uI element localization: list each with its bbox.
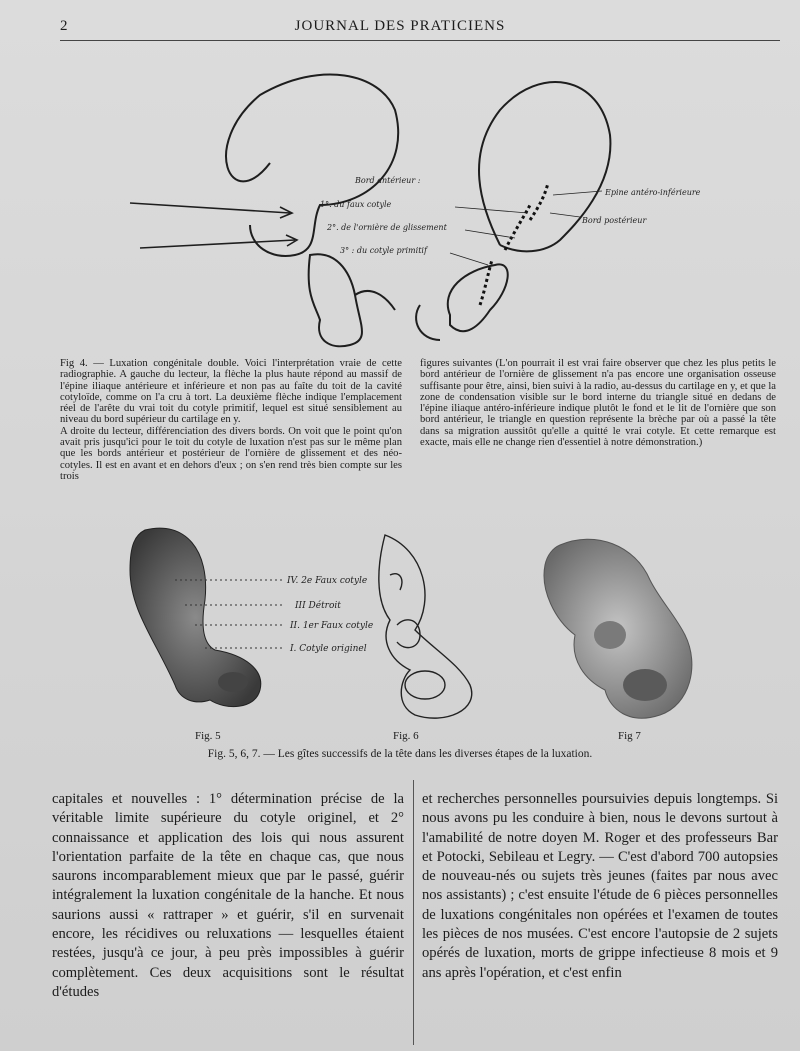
- figure-4-caption-right: [420, 358, 776, 448]
- figure-4-drawing: [120, 55, 700, 355]
- fig-6-foramen: [405, 671, 445, 699]
- figures-5-6-7-drawing: [115, 520, 775, 725]
- page-number: 2: [60, 18, 68, 34]
- caption-para-1: Fig 4. — Luxation congénitale double. Voici l'interprétation vraie de cette radiographie. A gauche du lecteur, la flèche la plus haute répond au massif de l'épine iliaque antérieure et inférieure et non pas au faîte du toit de la cavité cotyloïde, comme on l'a cru à tort. La deuxième flèche indique l'emplacement réel de l'arête du vrai toit du cotyle primitif, lequel est situé sensiblement au niveau du bord supérieur du cartilage en y.: [60, 358, 402, 426]
- arrow-upper: [130, 203, 290, 213]
- callout-bord-anterieur: Bord antérieur :: [355, 176, 421, 185]
- right-pubis-outline: [416, 305, 440, 340]
- body-column-left: capitales et nouvelles : 1° détermination précise de la véritable limite supérieure du cotyle originel, et 2° connaissance et application des lois qui nous assurent l'orientation parfaite de la tête en chaque cas, que nous saurons incomparablement mieux que par le passé, guérir intégralement la luxation congénitale de la hanche. Et nous saurions aussi « rattraper » et guérir, s'il en survenait encore, les récidives ou reluxations — lesquelles étaient restées, jusqu'à ce jour, à peu près impossibles à guérir complètement. Ces deux acquisitions sont le résultat d'études: [52, 791, 404, 1000]
- fig-6-cotyle: [397, 620, 420, 648]
- arrow-lower: [140, 240, 295, 248]
- caption-para-3: figures suivantes (L'on pourrait il est vrai faire observer que chez les plus petits le bord antérieur de l'ornière de glissement n'a pas encore une organisation osseuse suffisante pour être, ainsi, bien suivi à la radio, au-dessus du cartilage en y, et que la zone de condensation visible sur le bord interne du triangle situé en dedans de l'épine iliaque antéro-inférieure indique plutôt le fond et le lit de l'ornière que son bord antérieur, le triangle en question représente la brèche par où a passé la tête dans sa migration aussitôt qu'elle a quitté le vrai cotyle. Et cette remarque est exacte, mais elle ne change rien d'essentiel à notre démonstration.): [420, 358, 776, 449]
- fig-7-foramen: [623, 669, 667, 701]
- fig-6-label: Fig. 6: [393, 730, 419, 742]
- callout-faux-cotyle: 1°. du faux cotyle: [320, 200, 392, 209]
- fig-7-acetabulum: [594, 621, 626, 649]
- callout-bord-posterieur: Bord postérieur: [582, 216, 647, 225]
- callout-orniere: 2°. de l'ornière de glissement: [327, 223, 447, 232]
- fig-7-label: Fig 7: [618, 730, 641, 742]
- fig-6-label-iv: IV. 2e Faux cotyle: [287, 576, 368, 586]
- fig-6-label-iii: III Détroit: [295, 601, 341, 611]
- caption-para-2: A droite du lecteur, différenciation des divers bords. On voit que le point qu'on avait pris jusqu'ici pour le toit du cotyle de luxation n'est pas sur le même plan que les bords antérieur et postérieur de l'ornière de glissement et des néo-cotyles. Il est en avant et en dehors d'eux ; on s'en rend très bien compte sur les trois: [60, 425, 402, 482]
- fig-6-outline: [379, 535, 472, 718]
- fig-5-foramen: [218, 672, 248, 692]
- header-rule: [60, 40, 780, 41]
- callout-epine: Epine antéro-inférieure: [605, 188, 700, 197]
- fig-5-label: Fig. 5: [195, 730, 221, 742]
- right-ilium-outline: [479, 82, 610, 251]
- column-rule: [413, 780, 414, 1045]
- fig-6-label-ii: II. 1er Faux cotyle: [290, 621, 374, 631]
- left-femur-neck: [355, 291, 395, 310]
- left-femur-outline: [309, 254, 362, 346]
- fig-6-label-i: I. Cotyle originel: [290, 644, 367, 654]
- callout-cotyle-primitif: 3° : du cotyle primitif: [340, 246, 427, 255]
- body-column-right: et recherches personnelles poursuivies depuis longtemps. Si nous avons pu les conduire à bien, nous le devons surtout à l'amabilité de notre doyen M. Roger et des professeurs Bar et Potocki, Sebileau et Legry. — C'est d'abord 700 autopsies de nouveau-nés ou sujets très jeunes (faites par nous avec nos assistants) ; c'est ensuite l'étude de 6 pièces personnelles de luxations congénitales non opérées et l'examen de toutes les pièces de nos musées. C'est encore l'autopsie de 2 sujets opérés de luxation, morts de grippe infectieuse 8 mois et 9 ans après l'opération, et c'est enfin: [422, 791, 778, 981]
- figures-5-6-7-caption: Fig. 5, 6, 7. — Les gîtes successifs de la tête dans les diverses étapes de la luxation.: [207, 748, 593, 760]
- right-femur-outline: [448, 264, 508, 331]
- running-head: JOURNAL DES PRATICIENS: [294, 18, 506, 34]
- dotted-border-anterior: [530, 183, 548, 220]
- figure-4-caption-left: [60, 358, 402, 482]
